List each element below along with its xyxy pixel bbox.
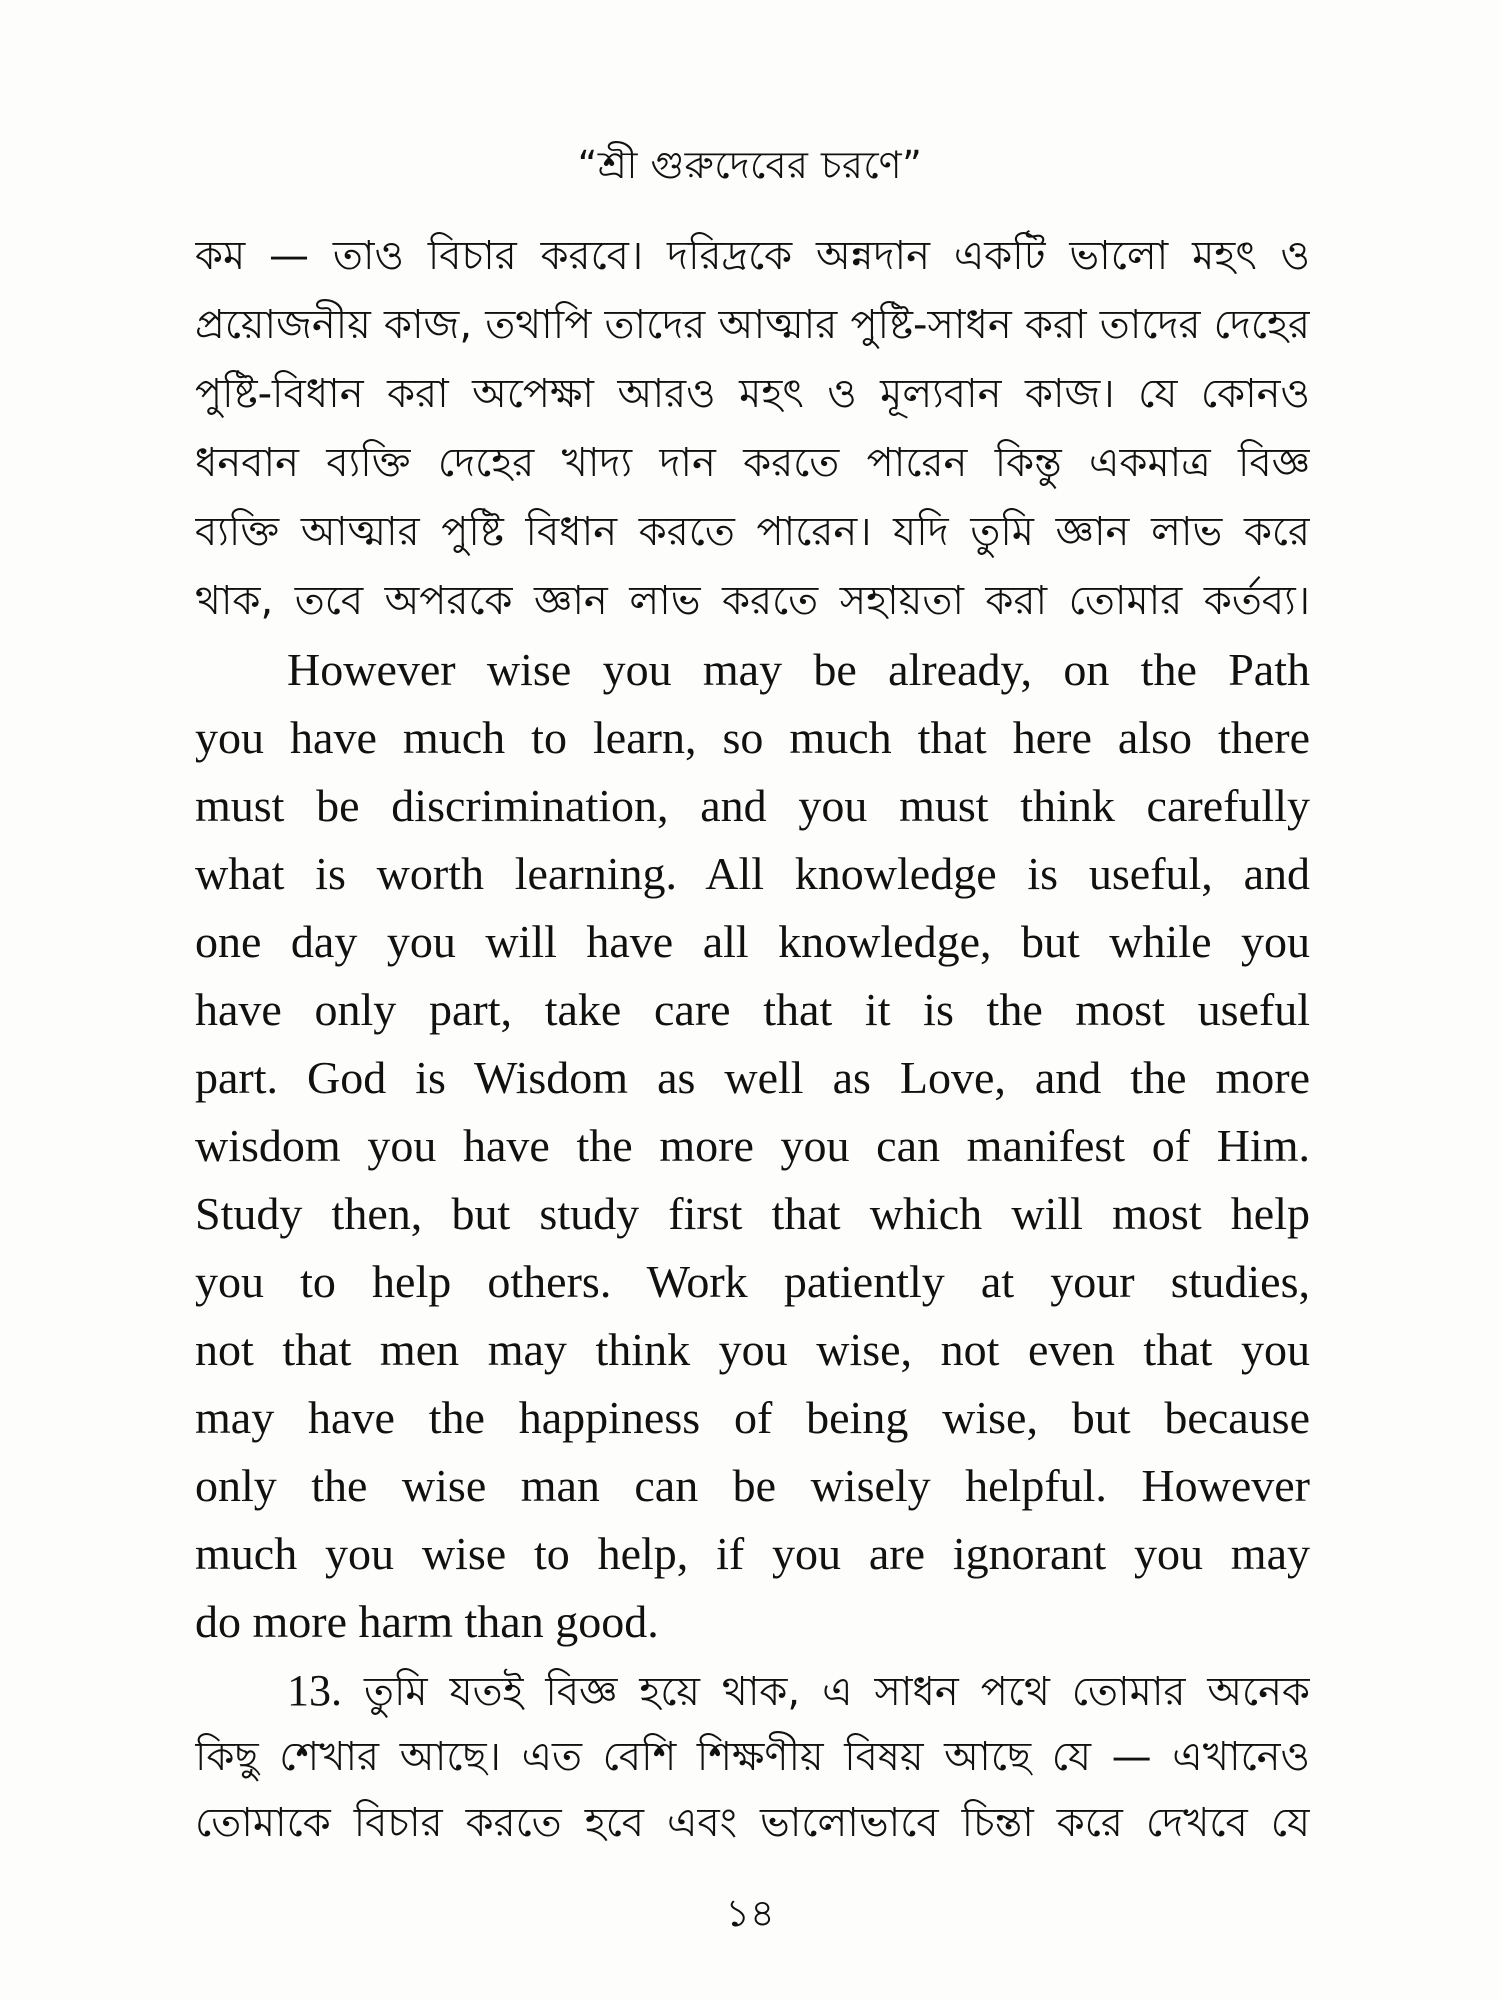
bengali-paragraph-bottom [195, 1658, 1310, 1856]
text-line: only the wise man can be wisely helpful. However [195, 1460, 1310, 1511]
text-line: কম — তাও বিচার করবে। দরিদ্রকে অন্নদান একটি ভালো মহৎ ও [195, 233, 1310, 279]
page-number: ১৪ [725, 1891, 775, 1935]
text-line: কিছু শেখার আছে। এত বেশি শিক্ষণীয় বিষয় আছে যে — এখানেও [195, 1734, 1310, 1780]
text-line: you to help others. Work patiently at your studies, [195, 1256, 1310, 1307]
text-line: পুষ্টি-বিধান করা অপেক্ষা আরও মহৎ ও মূল্যবান কাজ। যে কোনও [195, 371, 1310, 417]
text-line: part. God is Wisdom as well as Love, and the more [195, 1052, 1310, 1103]
text-line: not that men may think you wise, not even that you [195, 1324, 1310, 1375]
text-line: তুমি যতই বিজ্ঞ হয়ে থাক, এ সাধন পথে তোমার অনেক [363, 1669, 1310, 1715]
text-line: তোমাকে বিচার করতে হবে এবং ভালোভাবে চিন্তা করে দেখবে যে [195, 1800, 1310, 1846]
text-line: ব্যক্তি আত্মার পুষ্টি বিধান করতে পারেন। যদি তুমি জ্ঞান লাভ করে [195, 509, 1310, 555]
running-header: “শ্রী গুরুদেবের চরণে” [577, 143, 923, 187]
text-line: থাক, তবে অপরকে জ্ঞান লাভ করতে সহায়তা করা তোমার কর্তব্য। [195, 578, 1310, 624]
text-line: one day you will have all knowledge, but while you [195, 916, 1310, 967]
text-line: wisdom you have the more you can manifest of Him. [195, 1120, 1310, 1171]
text-line: may have the happiness of being wise, but because [195, 1392, 1310, 1443]
text-line: ধনবান ব্যক্তি দেহের খাদ্য দান করতে পারেন কিন্তু একমাত্র বিজ্ঞ [195, 440, 1310, 486]
text-line: you have much to learn, so much that here also there [195, 712, 1310, 763]
bengali-paragraph-top [195, 222, 1310, 636]
text-line: must be discrimination, and you must think carefully [195, 780, 1310, 831]
text-line: much you wise to help, if you are ignorant you may [195, 1528, 1310, 1579]
text-line: প্রয়োজনীয় কাজ, তথাপি তাদের আত্মার পুষ্টি-সাধন করা তাদের দেহের [195, 302, 1310, 348]
paragraph-number: 13. [287, 1666, 342, 1715]
text-line: have only part, take care that it is the most useful [195, 984, 1310, 1035]
text-line: what is worth learning. All knowledge is useful, and [195, 848, 1310, 899]
text-line: However wise you may be already, on the Path [287, 644, 1310, 695]
english-paragraph [195, 636, 1310, 1656]
numbered-line [195, 1658, 1310, 1724]
text-line: do more harm than good. [195, 1596, 659, 1647]
text-line: Study then, but study first that which will most help [195, 1188, 1310, 1239]
